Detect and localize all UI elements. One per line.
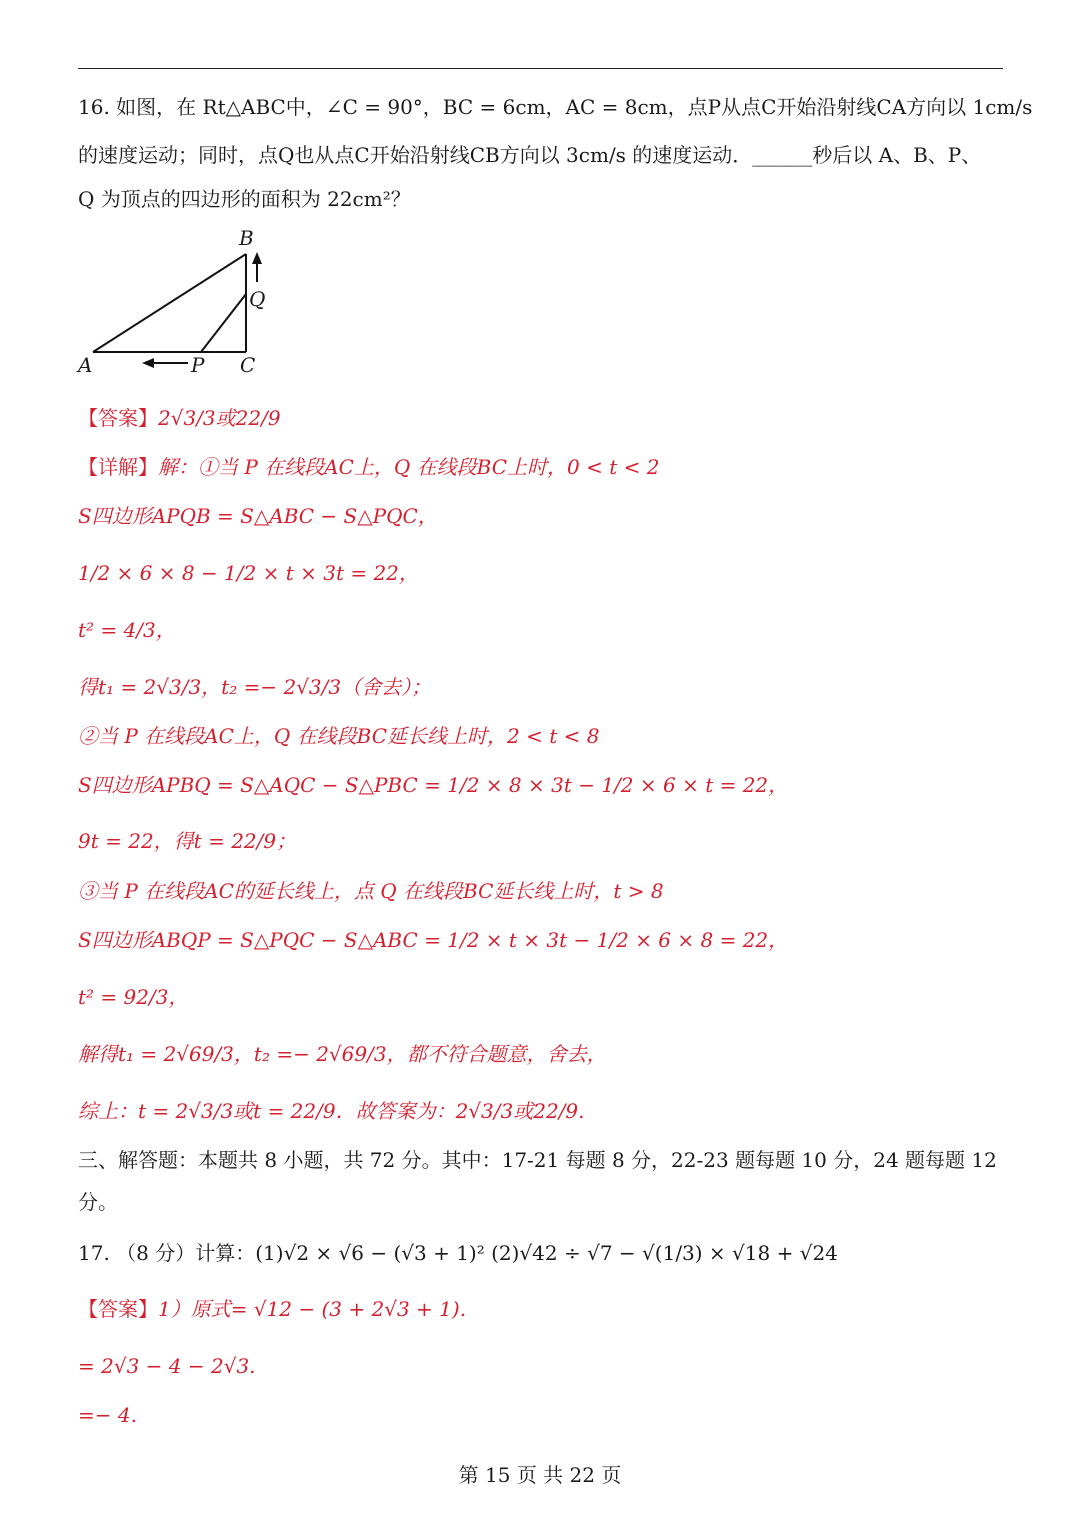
answer-16 (78, 404, 1008, 432)
arrow-up-icon (252, 252, 262, 282)
header-rule (78, 68, 1003, 69)
answer-17-step: 1）原式= √12 − (3 + 2√3 + 1). (158, 1297, 467, 1321)
detail-tag: 【详解】 (78, 455, 158, 479)
triangle-figure (70, 222, 290, 382)
answer-value: 2√3/3或22/9 (158, 406, 281, 430)
detail-line-8: 9t = 22，得t = 22/9； (78, 829, 297, 853)
triangle-shape (93, 254, 246, 352)
detail-line-12: 解得t₁ = 2√69/3，t₂ =− 2√69/3，都不符合题意，舍去， (78, 1042, 607, 1066)
detail-line-3: 1/2 × 6 × 8 − 1/2 × t × 3t = 22， (78, 561, 419, 585)
detail-line-4: t² = 4/3， (78, 618, 176, 642)
detail-line-7: S四边形APBQ = S△AQC − S△PBC = 1/2 × 8 × 3t − 1/2 × 6 × t = 22， (78, 773, 789, 797)
detail-line-10: S四边形ABQP = S△PQC − S△ABC = 1/2 × t × 3t − 1/2 × 6 × 8 = 22， (78, 928, 789, 952)
detail-line-2: S四边形APQB = S△ABC − S△PQC， (78, 504, 438, 528)
problem-16-line-2: 的速度运动；同时，点Q也从点C开始沿射线CB方向以 3cm/s 的速度运动．______秒后以 A、B、P、 (78, 143, 982, 167)
detail-line-9: ③当 P 在线段AC的延长线上，点 Q 在线段BC延长线上时，t > 8 (78, 879, 664, 903)
detail-line-1 (78, 453, 1008, 481)
answer-17-line-3: =− 4. (78, 1403, 137, 1427)
label-p: P (191, 353, 205, 377)
page-footer: 第 15 页 共 22 页 (458, 1463, 622, 1487)
label-q: Q (249, 287, 266, 311)
answer-17-line-1 (78, 1295, 1008, 1323)
answer-17-tag: 【答案】 (78, 1297, 158, 1321)
section-3-line-2: 分。 (78, 1190, 118, 1214)
label-a: A (78, 353, 93, 377)
section-3-line-1: 三、解答题：本题共 8 小题，共 72 分。其中：17-21 每题 8 分，22-23 题每题 10 分，24 题每题 12 (78, 1148, 997, 1172)
detail-step: 解：①当 P 在线段AC上，Q 在线段BC上时，0 < t < 2 (158, 455, 660, 479)
arrow-left-icon (142, 358, 188, 368)
label-c: C (240, 353, 256, 377)
detail-line-6: ②当 P 在线段AC上，Q 在线段BC延长线上时，2 < t < 8 (78, 724, 600, 748)
answer-tag: 【答案】 (78, 406, 158, 430)
answer-17-line-2: = 2√3 − 4 − 2√3. (78, 1354, 256, 1378)
detail-line-5: 得t₁ = 2√3/3，t₂ =− 2√3/3（舍去）； (78, 675, 432, 699)
label-b: B (239, 226, 254, 250)
detail-line-13: 综上：t = 2√3/3或t = 22/9．故答案为：2√3/3或22/9. (78, 1099, 585, 1123)
problem-16-line-3: Q 为顶点的四边形的面积为 22cm²？ (78, 187, 411, 211)
problem-17: 17. （8 分）计算：(1)√2 × √6 − (√3 + 1)² (2)√42 ÷ √7 − √(1/3) × √18 + √24 (78, 1241, 838, 1265)
detail-line-11: t² = 92/3， (78, 985, 189, 1009)
problem-16-line-1: 16. 如图，在 Rt△ABC中，∠C = 90°，BC = 6cm，AC = 8cm，点P从点C开始沿射线CA方向以 1cm/s (78, 95, 1033, 119)
